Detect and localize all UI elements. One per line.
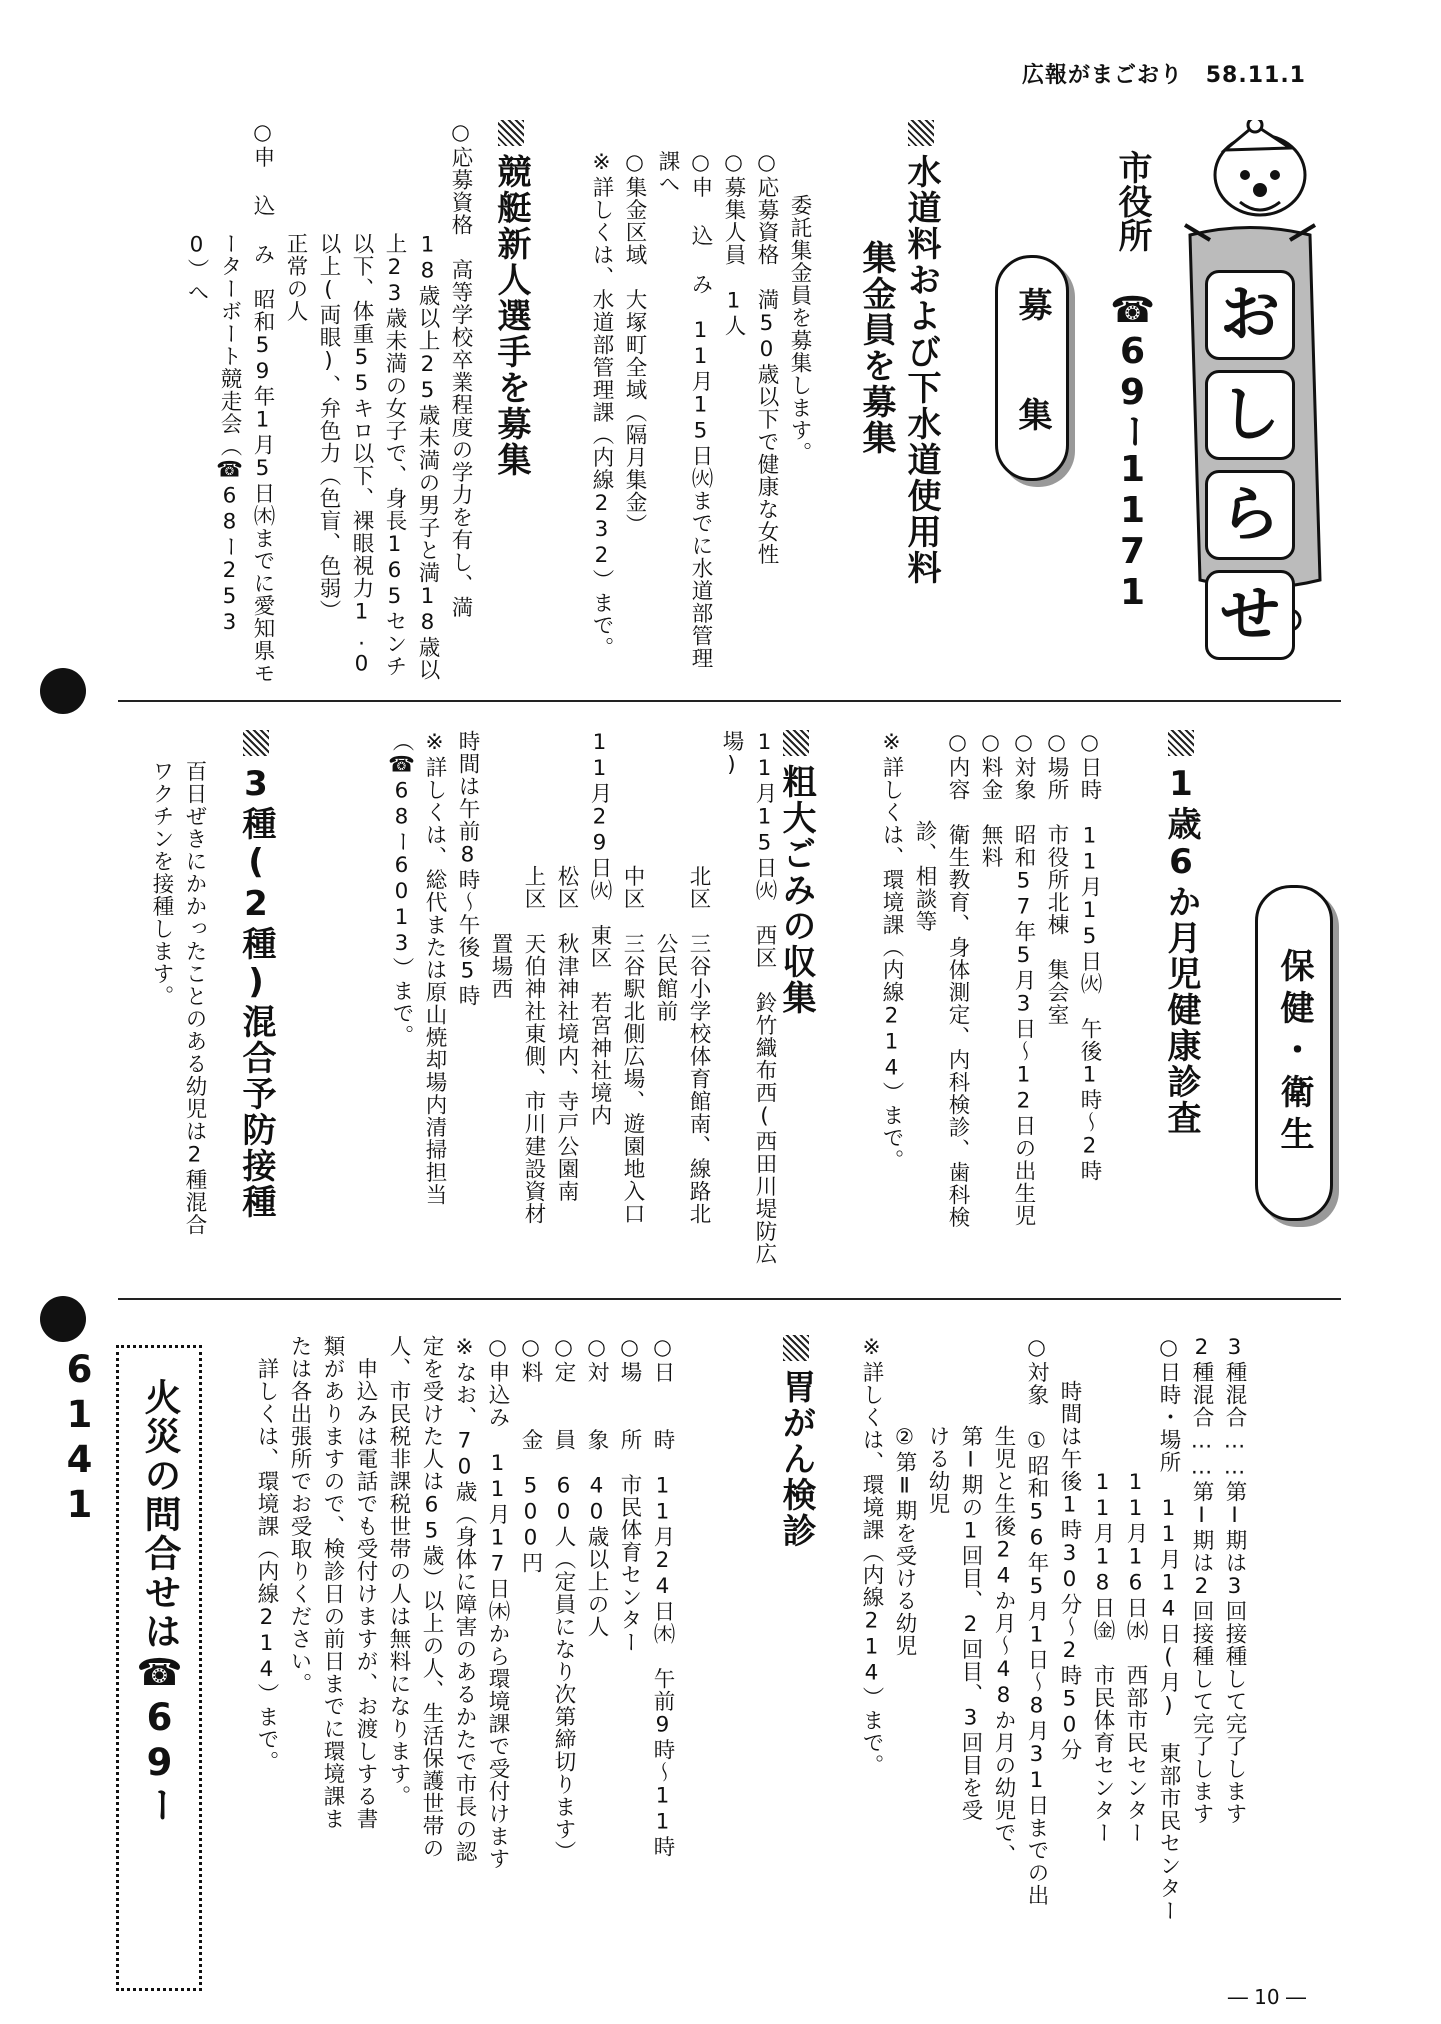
water-article-subtitle: 集金員を募集 bbox=[856, 240, 896, 456]
boat-article-body bbox=[180, 120, 477, 690]
oshirase-char-o: お bbox=[1205, 270, 1295, 360]
text-line: 類がありますので、検診日の前日までに環境課ま bbox=[320, 1335, 345, 1830]
stomach-article-title: 胃がん検診 bbox=[775, 1335, 817, 1549]
text-line: ける幼児 bbox=[925, 1335, 950, 1515]
section-divider-top bbox=[118, 700, 1341, 702]
oshirase-char-ra: ら bbox=[1205, 470, 1295, 560]
fire-inquiry-box bbox=[58, 1345, 202, 1991]
text-line: ※なお、70歳（身体に障害のあるかたで市長の認 bbox=[452, 1335, 477, 1863]
text-line: ○内容 衛生教育、身体測定、内科検診、歯科検 bbox=[945, 730, 970, 1229]
text-line: 11月16日㈬ 西部市民センター bbox=[1123, 1335, 1148, 1844]
text-line: 時間は午後1時30分～2時50分 bbox=[1057, 1335, 1082, 1761]
hatch-marker bbox=[1168, 730, 1194, 756]
text-line: ○応募資格 満50歳以下で健康な女性 bbox=[754, 150, 779, 566]
text-line: ワクチンを接種します。 bbox=[149, 760, 174, 1008]
text-line: 北区 三谷小学校体育館南、線路北 bbox=[686, 730, 711, 1225]
text-line: 松区 秋津神社境内、寺戸公園南 bbox=[554, 730, 579, 1203]
newsletter-title: 広報がまごおり bbox=[1022, 63, 1184, 88]
text-line: ○日 時 11月24日㈭ 午前9時～11時 bbox=[650, 1335, 675, 1858]
text-line: 定を受けた人は65歳）以上の人、生活保護世帯の bbox=[419, 1335, 444, 1860]
text-line: 生児と生後24か月～48か月の幼児で、 bbox=[991, 1335, 1016, 1867]
oshirase-char-shi: し bbox=[1205, 370, 1295, 460]
checkup-article-title: 1歳6か月児健康診査 bbox=[1160, 730, 1202, 1136]
text-line: ○募集人員 1人 bbox=[721, 150, 746, 337]
hatch-marker bbox=[498, 120, 524, 146]
text-line: 11月15日㈫ 西区 鈴竹織布西(西田川堤防広場) bbox=[719, 730, 777, 1265]
text-line: 詳しくは、環境課（内線214）まで。 bbox=[254, 1335, 279, 1773]
text-line: 診、相談等 bbox=[912, 730, 937, 933]
text-line: 時間は午前8時～午後5時 bbox=[455, 730, 480, 1007]
text-line: ○対象 ①昭和56年5月1日～8月31日までの出 bbox=[1024, 1335, 1049, 1907]
text-line: ○定 員 60人（定員になり次第締切ります） bbox=[551, 1335, 576, 1863]
text-line: 以上(両眼)、弁色力（色盲、色弱） bbox=[316, 120, 341, 622]
binder-hole-bottom bbox=[40, 1296, 86, 1342]
text-line: 0）へ bbox=[184, 120, 209, 304]
garbage-article-title: 粗大ごみの収集 bbox=[775, 730, 817, 1016]
city-office-contact bbox=[1110, 150, 1154, 252]
text-line: ○申 込 み 昭和59年1月5日㈭までに愛知県モ bbox=[250, 120, 275, 685]
text-line: ※詳しくは、水道部管理課（内線232）まで。 bbox=[589, 150, 614, 659]
recruit-section-badge: 募 集 bbox=[995, 255, 1069, 481]
binder-hole-top bbox=[40, 668, 86, 714]
oshirase-char-se: せ bbox=[1205, 570, 1295, 660]
text-line: 人、市民税非課税世帯の人は無料になります。 bbox=[386, 1335, 411, 1808]
text-line: たは各出張所でお受取りください。 bbox=[287, 1335, 312, 1695]
text-line: 中区 三谷駅北側広場、遊園地入口 bbox=[620, 730, 645, 1225]
text-line: ○料金 無料 bbox=[978, 730, 1003, 869]
hatch-marker bbox=[783, 730, 809, 756]
text-line: 3種混合……第Ⅰ期は3回接種して完了します bbox=[1222, 1335, 1247, 1825]
text-line: 11月29日㈫ 東区 若宮神社境内 bbox=[587, 730, 612, 1127]
text-line: 18歳以上25歳未満の男子と満18歳以 bbox=[415, 120, 440, 681]
text-line: ○場所 市役所北棟 集会室 bbox=[1044, 730, 1069, 1026]
text-line: ○申込み 11月17日㈭から環境課で受付けます bbox=[485, 1335, 510, 1870]
text-line: 正常の人 bbox=[283, 120, 308, 323]
fire-inquiry-text: 火災の問合せは☎69ー6141 bbox=[58, 1348, 181, 1825]
checkup-article-body bbox=[875, 730, 1106, 1290]
text-line: 以下、体重55キロ以下、裸眼視力1.0 bbox=[349, 120, 374, 678]
text-line: ○日時 11月15日㈫ 午後1時～2時 bbox=[1077, 730, 1102, 1182]
text-line: ○日時・場所 11月14日(月) 東部市民センター bbox=[1156, 1335, 1181, 1922]
hatch-marker bbox=[908, 120, 934, 146]
text-line: 11月18日㈮ 市民体育センター bbox=[1090, 1335, 1115, 1844]
text-line: 置場西 bbox=[488, 730, 513, 1000]
city-office-phone: ☎69ー1171 bbox=[1112, 290, 1153, 613]
vaccine-schedule-body bbox=[855, 1335, 1251, 1975]
stomach-article-body bbox=[250, 1335, 679, 1975]
water-article-title: 水道料および下水道使用料 bbox=[900, 120, 942, 680]
text-line: （☎68ー6013）まで。 bbox=[389, 730, 414, 1047]
text-line: 上23歳未満の女子で、身長165センチ bbox=[382, 120, 407, 678]
text-line: ※詳しくは、総代または原山焼却場内清掃担当 bbox=[422, 730, 447, 1206]
page-header bbox=[1022, 58, 1306, 89]
text-line: 公民館前 bbox=[653, 730, 678, 1023]
health-section-badge: 保健・衛生 bbox=[1255, 885, 1333, 1221]
text-line: ○集金区域 大塚町全域（隔月集金） bbox=[622, 150, 647, 536]
issue-date: 58.11.1 bbox=[1205, 63, 1306, 88]
text-line: ーターボート競走会（☎68ー253 bbox=[217, 120, 242, 636]
text-line: ○料 金 500円 bbox=[518, 1335, 543, 1574]
page-number: ― 10 ― bbox=[1227, 1985, 1306, 2009]
vaccine-article-title: 3種(2種)混合予防接種 bbox=[235, 730, 277, 1220]
section-divider-bottom bbox=[118, 1298, 1341, 1300]
text-line: 申込みは電話でも受付けますが、お渡しする書 bbox=[353, 1335, 378, 1830]
hatch-marker bbox=[783, 1335, 809, 1361]
text-line: ②第Ⅱ期を受ける幼児 bbox=[892, 1335, 917, 1657]
garbage-article-body bbox=[385, 730, 781, 1290]
text-line: 2種混合……第Ⅰ期は2回接種して完了します bbox=[1189, 1335, 1214, 1825]
text-line: ※詳しくは、環境課（内線214）まで。 bbox=[859, 1335, 884, 1777]
city-office-label: 市役所 bbox=[1112, 150, 1152, 252]
vaccine-article-body bbox=[145, 760, 211, 1290]
text-line: ○場 所 市民体育センター bbox=[617, 1335, 642, 1654]
text-line: ○応募資格 高等学校卒業程度の学力を有し、満 bbox=[448, 120, 473, 619]
text-line: 百日ぜきにかかったことのある幼児は2種混合 bbox=[182, 760, 207, 1236]
text-line: ○申 込 み 11月15日㈫までに水道部管理課へ bbox=[655, 150, 713, 670]
text-line: ※詳しくは、環境課（内線214）まで。 bbox=[879, 730, 904, 1172]
text-line: ○対 象 40歳以上の人 bbox=[584, 1335, 609, 1638]
text-line: 委託集金員を募集します。 bbox=[787, 194, 812, 464]
water-article-body bbox=[585, 150, 816, 690]
text-line: 上区 天伯神社東側、市川建設資材 bbox=[521, 730, 546, 1225]
boat-article-title: 競艇新人選手を募集 bbox=[490, 120, 532, 478]
text-line: ○対象 昭和57年5月3日～12日の出生児 bbox=[1011, 730, 1036, 1227]
text-line: 第Ⅰ期の1回目、2回目、3回目を受 bbox=[958, 1335, 983, 1822]
hatch-marker bbox=[243, 730, 269, 756]
